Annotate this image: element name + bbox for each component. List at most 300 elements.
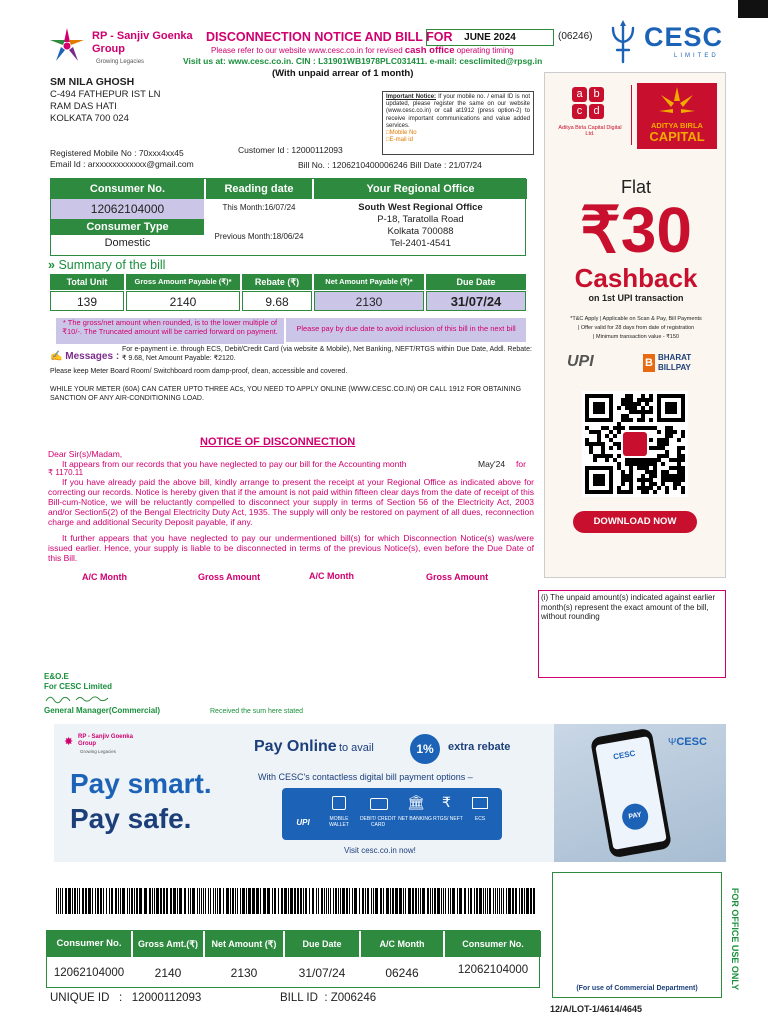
- qr-module: [589, 446, 593, 450]
- barcode-bar: [203, 888, 204, 914]
- qr-module: [585, 426, 589, 430]
- notice-para-2: If you have already paid the above bill, kindly arrange to present the receipt at your Regional Office as indicated above for correcting our records. Notice is hereby given that if the amount is not paid within fifteen clear days from the date of receipt of this Bill-cum-Notice, we will be reluctantly compelled to disconnect your supply in terms of Section 56 of the Electricity Act, 2003 and/or Section5(2) of the Bengal Electricity Duty Act, 1935. The supply will only be restored on payment of all dues, reconnection charge and additional Security Deposit payable, if any.: [48, 477, 534, 527]
- arrear-side-note-text: (i) The unpaid amount(s) indicated against earlier month(s) represent the exact amount of the bill, without rounding: [541, 593, 716, 621]
- barcode-bar: [223, 888, 224, 914]
- barcode-bar: [297, 888, 299, 914]
- reading-prev-month: Previous Month:18/06/24: [214, 232, 304, 241]
- barcode-bar: [252, 888, 255, 914]
- qr-module: [617, 422, 621, 426]
- summary-heading: [48, 258, 165, 272]
- ad-tc-1: *T&C Apply | Applicable on Scan & Pay, Bill Payments: [570, 316, 702, 322]
- checkbox-email-label: E-mail id: [389, 137, 413, 144]
- checkbox-mobile[interactable]: □Mobile No: [386, 130, 417, 137]
- qr-module: [625, 402, 629, 406]
- qr-module: [649, 458, 653, 462]
- barcode-bar: [197, 888, 198, 914]
- qr-module: [665, 474, 669, 478]
- barcode-bar: [300, 888, 302, 914]
- slip-h-ac-month: A/C Month: [361, 931, 443, 957]
- ad-sub: on 1st UPI transaction: [588, 293, 684, 303]
- payment-slip: [46, 930, 540, 988]
- qr-module: [673, 478, 677, 482]
- header-line-1: [211, 45, 514, 56]
- phone-pay-button: PAY: [620, 802, 650, 832]
- barcode-bar: [485, 888, 486, 914]
- qr-module: [641, 490, 645, 494]
- barcode-bar: [515, 888, 517, 914]
- barcode-bar: [111, 888, 113, 914]
- qr-module: [649, 462, 653, 466]
- barcode-bar: [422, 888, 425, 914]
- pay-smart: Pay smart.: [70, 768, 212, 799]
- extra-rebate-text: extra rebate: [448, 741, 511, 753]
- notice-para-1: It appears from our records that you have neglected to pay our bill for the Accounting month: [62, 459, 407, 469]
- barcode-bar: [533, 888, 535, 914]
- barcode-bar: [62, 888, 63, 914]
- summary-h-total-unit: Total Unit: [50, 274, 124, 290]
- pay-safe: Pay safe.: [70, 803, 192, 834]
- slip-h-consumer: Consumer No.: [47, 931, 131, 957]
- barcode-bar: [184, 888, 186, 914]
- barcode-bar: [290, 888, 293, 914]
- barcode-bar: [324, 888, 325, 914]
- barcode: [56, 888, 536, 914]
- barcode-bar: [390, 888, 391, 914]
- qr-module: [605, 434, 609, 438]
- barcode-bar: [240, 888, 241, 914]
- barcode-bar: [430, 888, 431, 914]
- barcode-bar: [321, 888, 323, 914]
- slip-ac-month: 06246: [385, 966, 419, 980]
- banner-cesc-name: CESC: [676, 736, 707, 748]
- summary-table: [50, 274, 526, 312]
- consumer-type-value: Domestic: [104, 237, 151, 249]
- address-line-2: RAM DAS HATI: [50, 101, 117, 112]
- barcode-bar: [312, 888, 314, 914]
- qr-module: [621, 418, 625, 422]
- qr-module: [645, 466, 649, 470]
- barcode-bar: [420, 888, 421, 914]
- barcode-bar: [305, 888, 307, 914]
- qr-module: [681, 490, 685, 494]
- barcode-bar: [154, 888, 155, 914]
- barcode-bar: [210, 888, 211, 914]
- qr-module: [653, 490, 657, 494]
- qr-module: [657, 442, 661, 446]
- checkbox-email[interactable]: □E-mail id: [386, 137, 413, 144]
- qr-module: [617, 454, 621, 458]
- consumer-type-header: Consumer Type: [51, 219, 204, 235]
- qr-module: [677, 482, 681, 486]
- barcode-bar: [95, 888, 96, 914]
- barcode-bar: [479, 888, 482, 914]
- customer-id: Customer Id : 12000112093: [238, 145, 343, 155]
- qr-module: [657, 486, 661, 490]
- pay-online-banner[interactable]: [54, 724, 726, 862]
- slip-h-consumer-2: Consumer No.: [445, 931, 541, 957]
- qr-module: [641, 406, 645, 410]
- barcode-bar: [205, 888, 206, 914]
- qr-module: [653, 462, 657, 466]
- summary-due-date: 31/07/24: [426, 291, 526, 311]
- barcode-bar: [129, 888, 130, 914]
- qr-module: [589, 450, 593, 454]
- qr-module: [585, 442, 589, 446]
- barcode-bar: [281, 888, 283, 914]
- qr-module: [677, 446, 681, 450]
- barcode-bar: [489, 888, 491, 914]
- rpsg-logo: [44, 26, 194, 68]
- qr-module: [641, 394, 645, 398]
- barcode-bar: [418, 888, 419, 914]
- barcode-bar: [156, 888, 159, 914]
- qr-module: [653, 482, 657, 486]
- group-name-1: RP - Sanjiv Goenka: [92, 30, 193, 42]
- ad-tc-3: | Minimum transaction value - ₹150: [593, 334, 679, 340]
- qr-module: [677, 454, 681, 458]
- barcode-bar: [215, 888, 216, 914]
- cashback-ad[interactable]: [544, 72, 726, 578]
- qr-module: [677, 458, 681, 462]
- message-3: WHILE YOUR METER (60A) CAN CATER UPTO THREE ACs, YOU NEED TO APPLY ONLINE (WWW.CESC.CO.IN) OR CALL 1912 FOR OBTAINING SANCTION OF ANY AIR-CONDITIONING LOAD.: [50, 386, 522, 402]
- qr-module: [621, 414, 625, 418]
- abcd-b: b: [589, 87, 604, 102]
- abcd-a: a: [572, 87, 587, 102]
- qr-module: [601, 454, 605, 458]
- barcode-bar: [208, 888, 209, 914]
- qr-module: [653, 458, 657, 462]
- consumer-no-header: Consumer No.: [51, 179, 204, 199]
- arrear-side-note: [538, 590, 726, 678]
- slip-net: 2130: [230, 966, 258, 980]
- qr-module: [661, 446, 665, 450]
- customer-name: SM NILA GHOSH: [50, 76, 135, 88]
- qr-module: [649, 470, 653, 474]
- barcode-bar: [88, 888, 91, 914]
- barcode-bar: [294, 888, 296, 914]
- qr-module: [645, 426, 649, 430]
- barcode-bar: [342, 888, 345, 914]
- signature: [44, 692, 114, 706]
- abcd-c: c: [572, 104, 587, 119]
- qr-module: [661, 474, 665, 478]
- barcode-bar: [457, 888, 458, 914]
- barcode-bar: [179, 888, 182, 914]
- barcode-bar: [412, 888, 414, 914]
- qr-module: [593, 458, 597, 462]
- for-cesc: For CESC Limited: [44, 682, 113, 691]
- qr-module: [625, 406, 629, 410]
- banner-cesc-logo: [668, 736, 707, 748]
- barcode-bar: [237, 888, 238, 914]
- abcd-logo: [572, 87, 604, 119]
- barcode-bar: [288, 888, 289, 914]
- qr-finder: [593, 402, 605, 414]
- ad-cashback: Cashback: [574, 263, 698, 293]
- qr-module: [625, 394, 629, 398]
- barcode-bar: [192, 888, 195, 914]
- barcode-bar: [232, 888, 234, 914]
- bharat-billpay-logo: [643, 353, 703, 375]
- barcode-bar: [445, 888, 446, 914]
- qr-module: [601, 442, 605, 446]
- barcode-bar: [120, 888, 121, 914]
- arrear-col-ac-2: A/C Month: [309, 571, 354, 581]
- qr-center-logo: [623, 432, 647, 456]
- lot-number: 12/A/LOT-1/4614/4645: [550, 1004, 643, 1014]
- qr-module: [625, 462, 629, 466]
- qr-code-pattern: [585, 394, 685, 494]
- page-title: DISCONNECTION NOTICE AND BILL FOR: [206, 30, 453, 44]
- qr-module: [629, 462, 633, 466]
- barcode-bar: [246, 888, 247, 914]
- qr-module: [637, 410, 641, 414]
- qr-module: [677, 466, 681, 470]
- upi-logo: UPI: [567, 353, 594, 370]
- visit-cesc-line: Visit cesc.co.in now!: [344, 846, 416, 855]
- barcode-bar: [326, 888, 327, 914]
- barcode-bar: [103, 888, 104, 914]
- qr-module: [637, 402, 641, 406]
- barcode-bar: [272, 888, 273, 914]
- barcode-bar: [235, 888, 236, 914]
- office-name: South West Regional Office: [358, 202, 483, 213]
- ad-tc-2: | Offer valid for 28 days from date of registration: [577, 325, 695, 331]
- barcode-bar: [408, 888, 411, 914]
- qr-module: [621, 470, 625, 474]
- arrear-col-gross-2: Gross Amount: [426, 572, 489, 582]
- one-percent-badge: 1%: [410, 734, 440, 764]
- qr-module: [661, 462, 665, 466]
- qr-finder: [665, 402, 677, 414]
- qr-module: [621, 482, 625, 486]
- barcode-bar: [118, 888, 119, 914]
- qr-module: [673, 474, 677, 478]
- unique-id: UNIQUE ID : 12000112093: [50, 992, 202, 1004]
- barcode-bar: [267, 888, 270, 914]
- summary-gross: 2140: [126, 291, 240, 311]
- qr-module: [629, 486, 633, 490]
- qr-module: [649, 478, 653, 482]
- qr-module: [681, 458, 685, 462]
- qr-module: [621, 398, 625, 402]
- barcode-bar: [166, 888, 168, 914]
- qr-module: [633, 462, 637, 466]
- barcode-bar: [136, 888, 138, 914]
- gm-commercial: General Manager(Commercial): [44, 706, 161, 715]
- qr-module: [597, 438, 601, 442]
- barcode-bar: [487, 888, 488, 914]
- qr-module: [641, 410, 645, 414]
- barcode-bar: [493, 888, 494, 914]
- with-cesc-line: With CESC's contactless digital bill payment options –: [258, 772, 473, 782]
- office-tel: Tel-2401-4541: [390, 238, 451, 249]
- barcode-bar: [134, 888, 135, 914]
- barcode-bar: [263, 888, 266, 914]
- summary-h-due: Due Date: [426, 274, 526, 290]
- summary-h-gross: Gross Amount Payable (₹)*: [126, 274, 240, 290]
- qr-module: [617, 406, 621, 410]
- qr-module: [589, 442, 593, 446]
- qr-module: [665, 434, 669, 438]
- qr-module: [649, 438, 653, 442]
- qr-module: [649, 446, 653, 450]
- barcode-bar: [188, 888, 189, 914]
- qr-module: [669, 434, 673, 438]
- qr-module: [641, 482, 645, 486]
- qr-module: [677, 470, 681, 474]
- barcode-bar: [340, 888, 341, 914]
- group-tagline: Growing Legacies: [96, 59, 145, 65]
- barcode-bar: [399, 888, 402, 914]
- qr-module: [669, 478, 673, 482]
- qr-module: [625, 414, 629, 418]
- qr-module: [629, 490, 633, 494]
- rpsg-star-icon: [44, 26, 90, 66]
- barcode-bar: [72, 888, 73, 914]
- pay-online-line: [254, 738, 374, 756]
- barcode-bar: [386, 888, 389, 914]
- banner-tagline: Growing Legacies: [80, 749, 117, 754]
- summary-h-rebate: Rebate (₹): [242, 274, 312, 290]
- ab-brand: ADITYA BIRLA: [651, 121, 703, 130]
- qr-module: [625, 490, 629, 494]
- messages-label-text: Messages :: [65, 351, 120, 362]
- barcode-bar: [526, 888, 529, 914]
- barcode-bar: [506, 888, 507, 914]
- qr-module: [649, 486, 653, 490]
- barcode-bar: [79, 888, 80, 914]
- qr-module: [625, 458, 629, 462]
- qr-module: [653, 426, 657, 430]
- opt-rtgs: RTGS/ NEFT: [433, 816, 463, 822]
- bank-icon: 🏛: [407, 794, 425, 810]
- qr-module: [609, 446, 613, 450]
- qr-module: [629, 478, 633, 482]
- barcode-bar: [508, 888, 511, 914]
- qr-module: [605, 458, 609, 462]
- barcode-bar: [450, 888, 451, 914]
- qr-module: [681, 454, 685, 458]
- barcode-bar: [109, 888, 110, 914]
- qr-module: [661, 470, 665, 474]
- bill-month: JUNE 2024: [464, 32, 516, 43]
- cesc-logo: [608, 20, 728, 66]
- qr-module: [649, 394, 653, 398]
- slip-due-date: 31/07/24: [298, 966, 346, 980]
- bbps-b-icon: B: [643, 354, 655, 372]
- qr-module: [629, 482, 633, 486]
- qr-module: [673, 482, 677, 486]
- barcode-bar: [284, 888, 287, 914]
- qr-module: [617, 426, 621, 430]
- qr-module: [645, 398, 649, 402]
- messages-label: [50, 351, 119, 362]
- bbps-bharat: BHARAT: [658, 353, 692, 362]
- ecs-icon: [472, 797, 488, 809]
- qr-module: [681, 446, 685, 450]
- qr-module: [629, 394, 633, 398]
- qr-module: [637, 478, 641, 482]
- opt-upi: UPI: [296, 818, 310, 827]
- qr-module: [629, 418, 633, 422]
- arrear-col-gross-1: Gross Amount: [198, 572, 261, 582]
- qr-module: [617, 490, 621, 494]
- qr-module: [681, 434, 685, 438]
- barcode-bar: [335, 888, 337, 914]
- qr-module: [621, 426, 625, 430]
- qr-module: [597, 430, 601, 434]
- barcode-bar: [448, 888, 449, 914]
- barcode-bar: [163, 888, 165, 914]
- barcode-bar: [217, 888, 218, 914]
- qr-module: [641, 414, 645, 418]
- barcode-bar: [77, 888, 78, 914]
- header-line-1a: Please refer to our website www.cesc.co.in for revised: [211, 46, 405, 55]
- slip-h-gross: Gross Amt.(₹): [133, 931, 203, 957]
- regional-office-header: Your Regional Office: [314, 179, 527, 199]
- qr-module: [625, 398, 629, 402]
- banner-group-logo: [64, 732, 154, 756]
- qr-module: [669, 426, 673, 430]
- barcode-bar: [362, 888, 364, 914]
- qr-module: [649, 398, 653, 402]
- qr-module: [629, 406, 633, 410]
- notice-salutation: Dear Sir(s)/Madam,: [48, 449, 123, 459]
- qr-module: [649, 418, 653, 422]
- barcode-bar: [85, 888, 87, 914]
- opt-card: DEBIT/ CREDIT CARD: [359, 816, 397, 828]
- qr-code[interactable]: [582, 391, 688, 497]
- qr-module: [665, 490, 669, 494]
- qr-module: [637, 398, 641, 402]
- qr-module: [641, 458, 645, 462]
- qr-module: [665, 426, 669, 430]
- barcode-bar: [437, 888, 440, 914]
- download-now-button[interactable]: DOWNLOAD NOW: [573, 511, 697, 533]
- consumer-block: [50, 178, 526, 256]
- qr-module: [657, 454, 661, 458]
- barcode-bar: [160, 888, 162, 914]
- qr-module: [645, 402, 649, 406]
- barcode-bar: [82, 888, 84, 914]
- qr-module: [645, 486, 649, 490]
- qr-module: [605, 454, 609, 458]
- qr-module: [673, 458, 677, 462]
- barcode-bar: [483, 888, 484, 914]
- qr-module: [677, 438, 681, 442]
- qr-module: [601, 426, 605, 430]
- summary-rebate: 9.68: [242, 291, 312, 311]
- ab-capital: CAPITAL: [649, 129, 705, 144]
- qr-module: [681, 474, 685, 478]
- slip-gross: 2140: [154, 966, 182, 980]
- qr-module: [641, 486, 645, 490]
- barcode-bar: [100, 888, 102, 914]
- qr-module: [621, 478, 625, 482]
- qr-module: [629, 402, 633, 406]
- qr-module: [673, 486, 677, 490]
- barcode-bar: [149, 888, 151, 914]
- barcode-bar: [371, 888, 372, 914]
- opt-ecs: ECS: [474, 816, 486, 822]
- corner-block: [738, 0, 768, 18]
- qr-module: [641, 466, 645, 470]
- qr-module: [593, 442, 597, 446]
- summary-heading-text: Summary of the bill: [58, 258, 166, 272]
- qr-module: [601, 450, 605, 454]
- barcode-bar: [92, 888, 93, 914]
